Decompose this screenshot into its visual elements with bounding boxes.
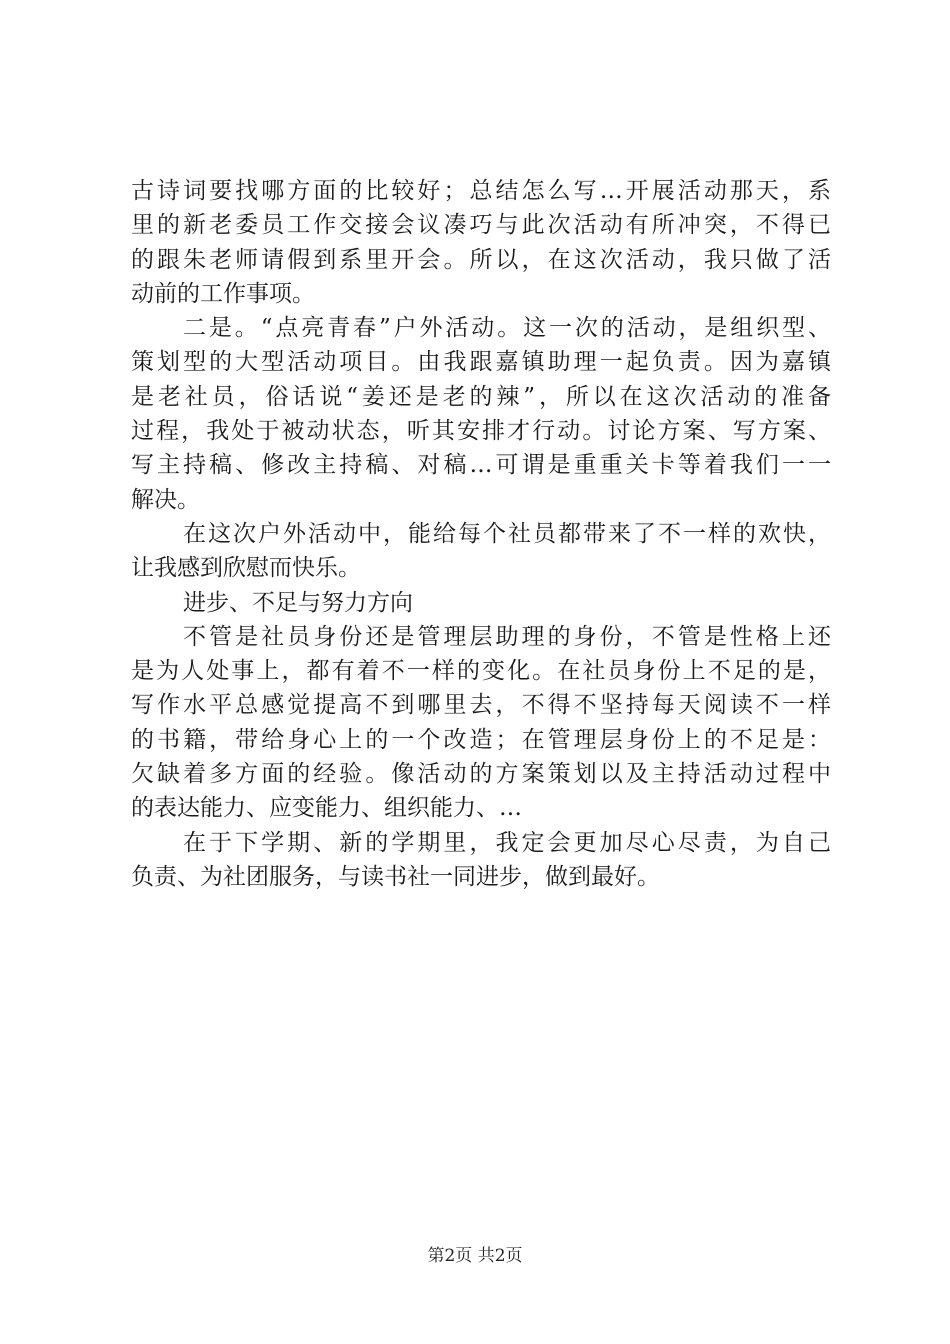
text-line: 二是。“点亮青春”户外活动。这一次的活动，是组织型、 xyxy=(183,315,831,342)
text-line: 动前的工作事项。 xyxy=(131,280,315,307)
text-line: 让我感到欣慰而快乐。 xyxy=(131,555,361,582)
text-line: 策划型的大型活动项目。由我跟嘉镇助理一起负责。因为嘉镇 xyxy=(131,349,831,376)
text-line: 负责、为社团服务，与读书社一同进步，做到最好。 xyxy=(131,863,660,890)
text-line: 古诗词要找哪方面的比较好；总结怎么写…开展活动那天，系 xyxy=(131,178,831,204)
text-line: 的书籍，带给身心上的一个改造；在管理层身份上的不足是： xyxy=(131,726,831,753)
text-line: 进步、不足与努力方向 xyxy=(183,589,413,616)
body-text xyxy=(131,174,831,894)
text-line: 是老社员，俗话说“姜还是老的辣”，所以在这次活动的准备 xyxy=(131,383,831,410)
text-line: 写作水平总感觉提高不到哪里去，不得不坚持每天阅读不一样 xyxy=(131,692,831,719)
text-line: 欠缺着多方面的经验。像活动的方案策划以及主持活动过程中 xyxy=(131,761,831,788)
text-line: 写主持稿、修改主持稿、对稿…可谓是重重关卡等着我们一一 xyxy=(131,452,831,479)
text-line: 在这次户外活动中，能给每个社员都带来了不一样的欢快， xyxy=(183,520,831,547)
text-line: 不管是社员身份还是管理层助理的身份，不管是性格上还 xyxy=(183,623,831,650)
text-line: 在于下学期、新的学期里，我定会更加尽心尽责，为自己 xyxy=(183,829,831,856)
text-line: 里的新老委员工作交接会议凑巧与此次活动有所冲突，不得已 xyxy=(131,212,831,239)
text-line: 的表达能力、应变能力、组织能力、… xyxy=(131,795,522,822)
text-line: 解决。 xyxy=(131,486,200,513)
text-line: 过程，我处于被动状态，听其安排才行动。讨论方案、写方案、 xyxy=(131,418,831,445)
page-footer: 第2页 共2页 xyxy=(427,1246,523,1266)
text-line: 的跟朱老师请假到系里开会。所以，在这次活动，我只做了活 xyxy=(131,246,831,273)
text-line: 是为人处事上，都有着不一样的变化。在社员身份上不足的是， xyxy=(131,658,831,685)
